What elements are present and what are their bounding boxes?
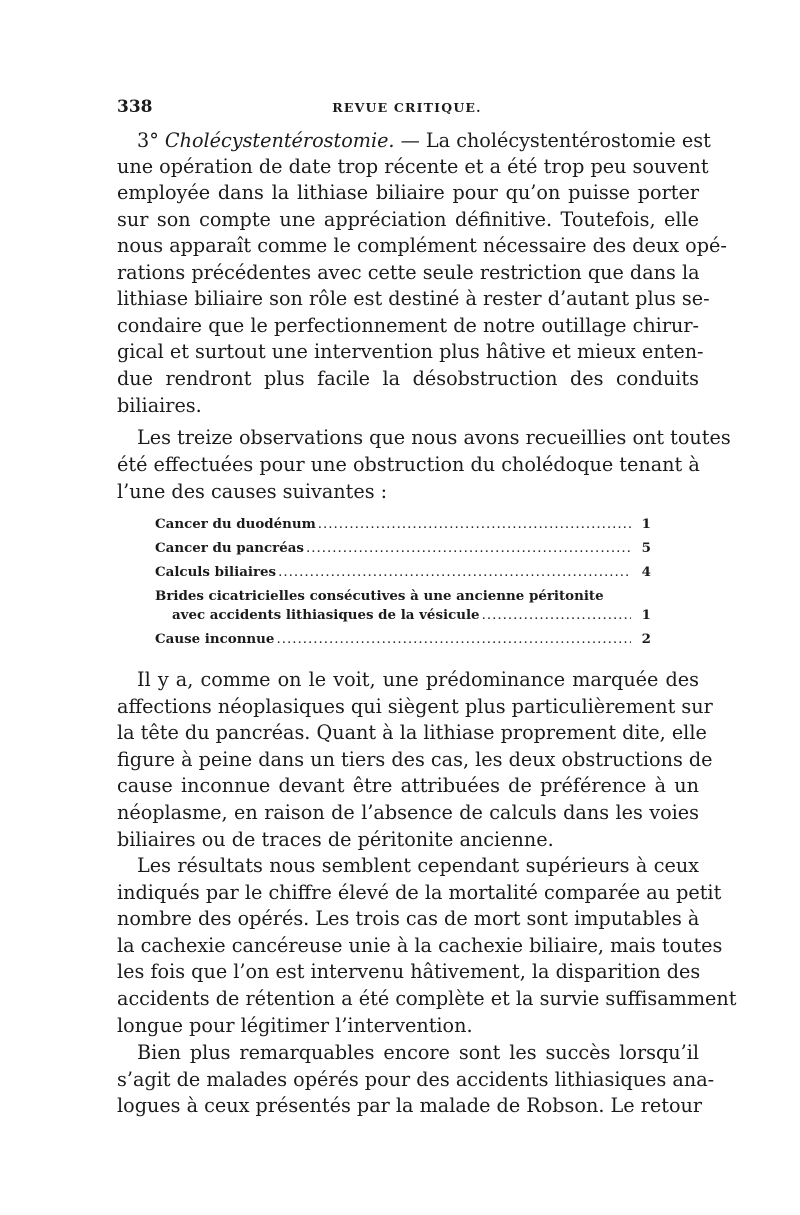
dot-leader <box>482 607 631 625</box>
paragraph-line: La cholécystentérostomie est <box>425 129 711 152</box>
cause-label-continued: avec accidents lithiasiques de la vésicule <box>172 607 480 623</box>
paragraph-line: cause inconnue devant être attribuées de préférence à un <box>117 774 699 797</box>
cause-label: Cause inconnue <box>155 631 275 647</box>
paragraph-line: néoplasme, en raison de l’absence de calculs dans les voies <box>117 801 699 824</box>
section-heading-line <box>137 128 711 154</box>
paragraph-line: due rendront plus facile la désobstruction des conduits <box>117 367 699 390</box>
dot-leader <box>306 540 631 558</box>
paragraph-line: nombre des opérés. Les trois cas de mort sont imputables à <box>117 907 700 930</box>
cause-count: 1 <box>641 516 651 532</box>
running-header <box>117 97 697 121</box>
paragraph-line: Les treize observations que nous avons recueillies ont toutes <box>137 426 731 449</box>
paragraph-line: rations précédentes avec cette seule restriction que dans la <box>117 261 700 284</box>
cause-label: Cancer du duodénum <box>155 516 316 532</box>
paragraph-line: accidents de rétention a été complète et la survie suffisamment <box>117 987 737 1010</box>
table-row <box>155 515 651 534</box>
paragraph-line: affections néoplasiques qui siègent plus particulièrement sur <box>117 695 713 718</box>
section-number: 3° <box>137 129 165 152</box>
cause-count: 2 <box>641 631 651 647</box>
page-number: 338 <box>117 97 153 117</box>
paragraph-line: s’agit de malades opérés pour des accidents lithiasiques ana- <box>117 1068 715 1091</box>
paragraph-line: l’une des causes suivantes : <box>117 480 388 503</box>
paragraph-line: longue pour légitimer l’intervention. <box>117 1014 473 1037</box>
paragraph-line: les fois que l’on est intervenu hâtivement, la disparition des <box>117 960 701 983</box>
cause-label: Brides cicatricielles consécutives à une ancienne péritonite <box>155 588 604 604</box>
paragraph-line: gical et surtout une intervention plus hâtive et mieux enten- <box>117 340 704 363</box>
paragraph-line: la tête du pancréas. Quant à la lithiase proprement dite, elle <box>117 721 707 744</box>
paragraph-line: lithiase biliaire son rôle est destiné à rester d’autant plus se- <box>117 287 710 310</box>
cause-count: 1 <box>641 607 651 623</box>
paragraph-line: indiqués par le chiffre élevé de la mortalité comparée au petit <box>117 881 722 904</box>
paragraph-line: Il y a, comme on le voit, une prédominance marquée des <box>137 668 699 691</box>
dot-leader <box>278 564 631 582</box>
table-row <box>155 539 651 558</box>
paragraph-line: condaire que le perfectionnement de notre outillage chirur- <box>117 314 699 337</box>
paragraph-line: biliaires. <box>117 394 202 417</box>
dot-leader <box>276 631 631 649</box>
paragraph-line: nous apparaît comme le complément nécessaire des deux opé- <box>117 234 727 257</box>
paragraph-line: biliaires ou de traces de péritonite ancienne. <box>117 828 554 851</box>
paragraph-line: sur son compte une appréciation définitive. Toutefois, elle <box>117 208 699 231</box>
running-title: REVUE CRITIQUE. <box>332 100 482 115</box>
cause-count: 5 <box>641 540 651 556</box>
table-row <box>155 630 651 649</box>
paragraph-line: figure à peine dans un tiers des cas, les deux obstructions de <box>117 748 713 771</box>
paragraph-line: logues à ceux présentés par la malade de Robson. Le retour <box>117 1094 703 1117</box>
table-row <box>155 563 651 582</box>
section-title: Cholécystentérostomie. <box>164 129 395 152</box>
cause-label: Cancer du pancréas <box>155 540 304 556</box>
dot-leader <box>318 516 631 534</box>
paragraph-line: Bien plus remarquables encore sont les succès lorsqu’il <box>137 1041 699 1064</box>
table-row <box>155 587 651 605</box>
paragraph-line: la cachexie cancéreuse unie à la cachexie biliaire, mais toutes <box>117 934 723 957</box>
cause-count: 4 <box>641 564 651 580</box>
section-dash: — <box>394 129 426 152</box>
table-row-continued <box>172 606 651 625</box>
paragraph-line: employée dans la lithiase biliaire pour qu’on puisse porter <box>117 181 699 204</box>
paragraph-line: une opération de date trop récente et a été trop peu souvent <box>117 155 709 178</box>
cause-label: Calculs biliaires <box>155 564 277 580</box>
paragraph-line: Les résultats nous semblent cependant supérieurs à ceux <box>137 854 699 877</box>
paragraph-line: été effectuées pour une obstruction du cholédoque tenant à <box>117 453 700 476</box>
